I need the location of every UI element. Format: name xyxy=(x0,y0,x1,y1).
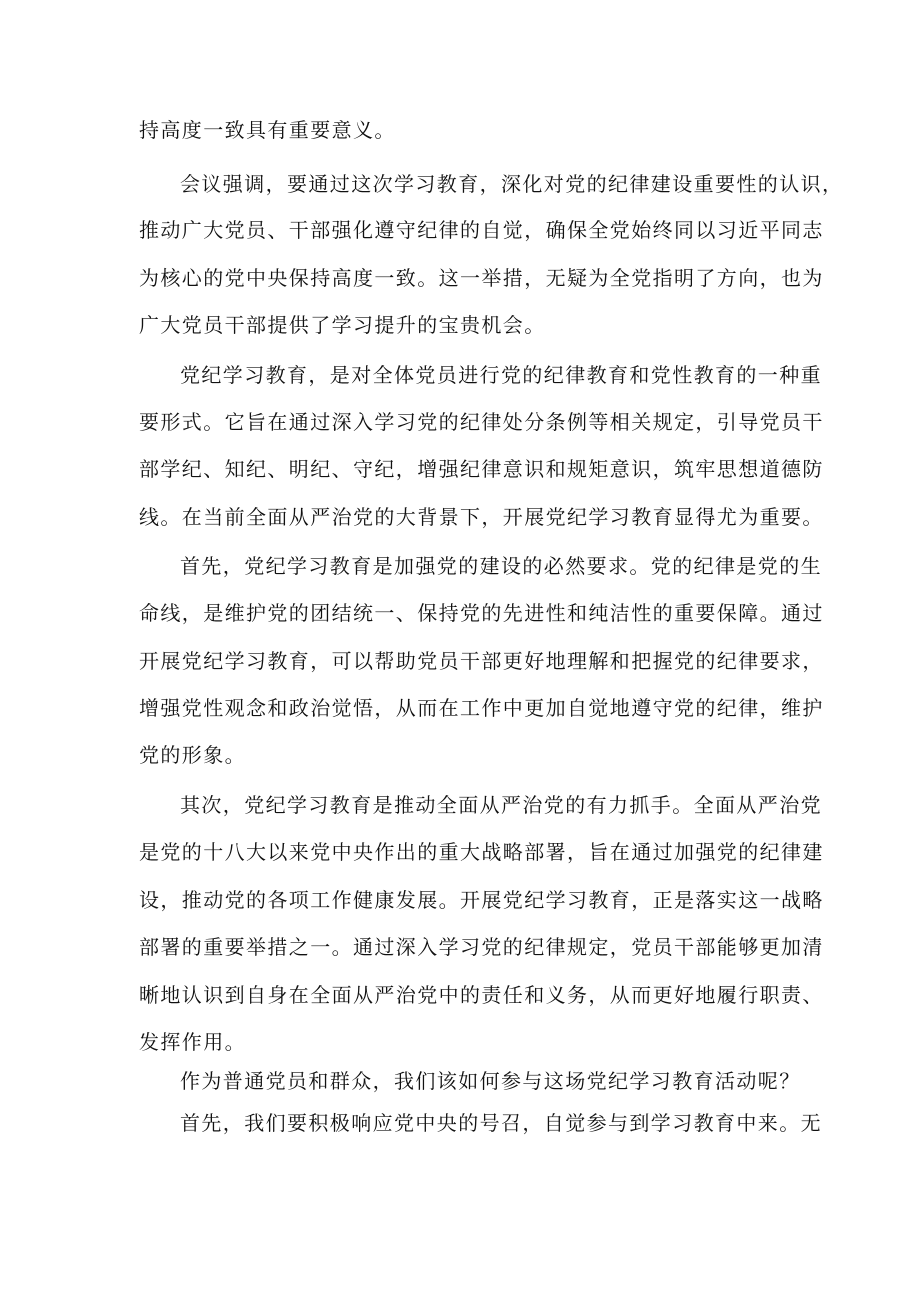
text-line: 增强党性观念和政治觉悟，从而在工作中更加自觉地遵守党的纪律，维护 xyxy=(139,696,824,720)
text-line: 首先，我们要积极响应党中央的号召，自觉参与到学习教育中来。无 xyxy=(180,1111,822,1135)
text-line: 推动广大党员、干部强化遵守纪律的自觉，确保全党始终同以习近平同志 xyxy=(139,218,824,242)
text-line: 部署的重要举措之一。通过深入学习党的纪律规定，党员干部能够更加清 xyxy=(139,935,824,959)
text-line: 持高度一致具有重要意义。 xyxy=(139,118,396,142)
text-line: 命线，是维护党的团结统一、保持党的先进性和纯洁性的重要保障。通过 xyxy=(139,601,824,625)
text-line: 其次，党纪学习教育是推动全面从严治党的有力抓手。全面从严治党 xyxy=(180,793,822,817)
text-line: 线。在当前全面从严治党的大背景下，开展党纪学习教育显得尤为重要。 xyxy=(139,505,824,529)
text-line: 是党的十八大以来党中央作出的重大战略部署，旨在通过加强党的纪律建 xyxy=(139,840,824,864)
text-line: 首先，党纪学习教育是加强党的建设的必然要求。党的纪律是党的生 xyxy=(180,554,822,578)
text-line: 为核心的党中央保持高度一致。这一举措，无疑为全党指明了方向，也为 xyxy=(139,266,824,290)
text-line: 作为普通党员和群众，我们该如何参与这场党纪学习教育活动呢？ xyxy=(180,1069,801,1093)
text-line: 广大党员干部提供了学习提升的宝贵机会。 xyxy=(139,313,546,337)
text-line: 党纪学习教育，是对全体党员进行党的纪律教育和党性教育的一种重 xyxy=(180,363,822,387)
text-line: 发挥作用。 xyxy=(139,1030,246,1054)
text-line: 开展党纪学习教育，可以帮助党员干部更好地理解和把握党的纪律要求， xyxy=(139,649,824,673)
text-line: 党的形象。 xyxy=(139,743,246,767)
text-line: 要形式。它旨在通过深入学习党的纪律处分条例等相关规定，引导党员干 xyxy=(139,410,824,434)
text-line: 设，推动党的各项工作健康发展。开展党纪学习教育，正是落实这一战略 xyxy=(139,888,824,912)
text-line: 会议强调，要通过这次学习教育，深化对党的纪律建设重要性的认识， xyxy=(180,172,844,196)
text-line: 部学纪、知纪、明纪、守纪，增强纪律意识和规矩意识，筑牢思想道德防 xyxy=(139,457,824,481)
text-line: 晰地认识到自身在全面从严治党中的责任和义务，从而更好地履行职责、 xyxy=(139,983,824,1007)
